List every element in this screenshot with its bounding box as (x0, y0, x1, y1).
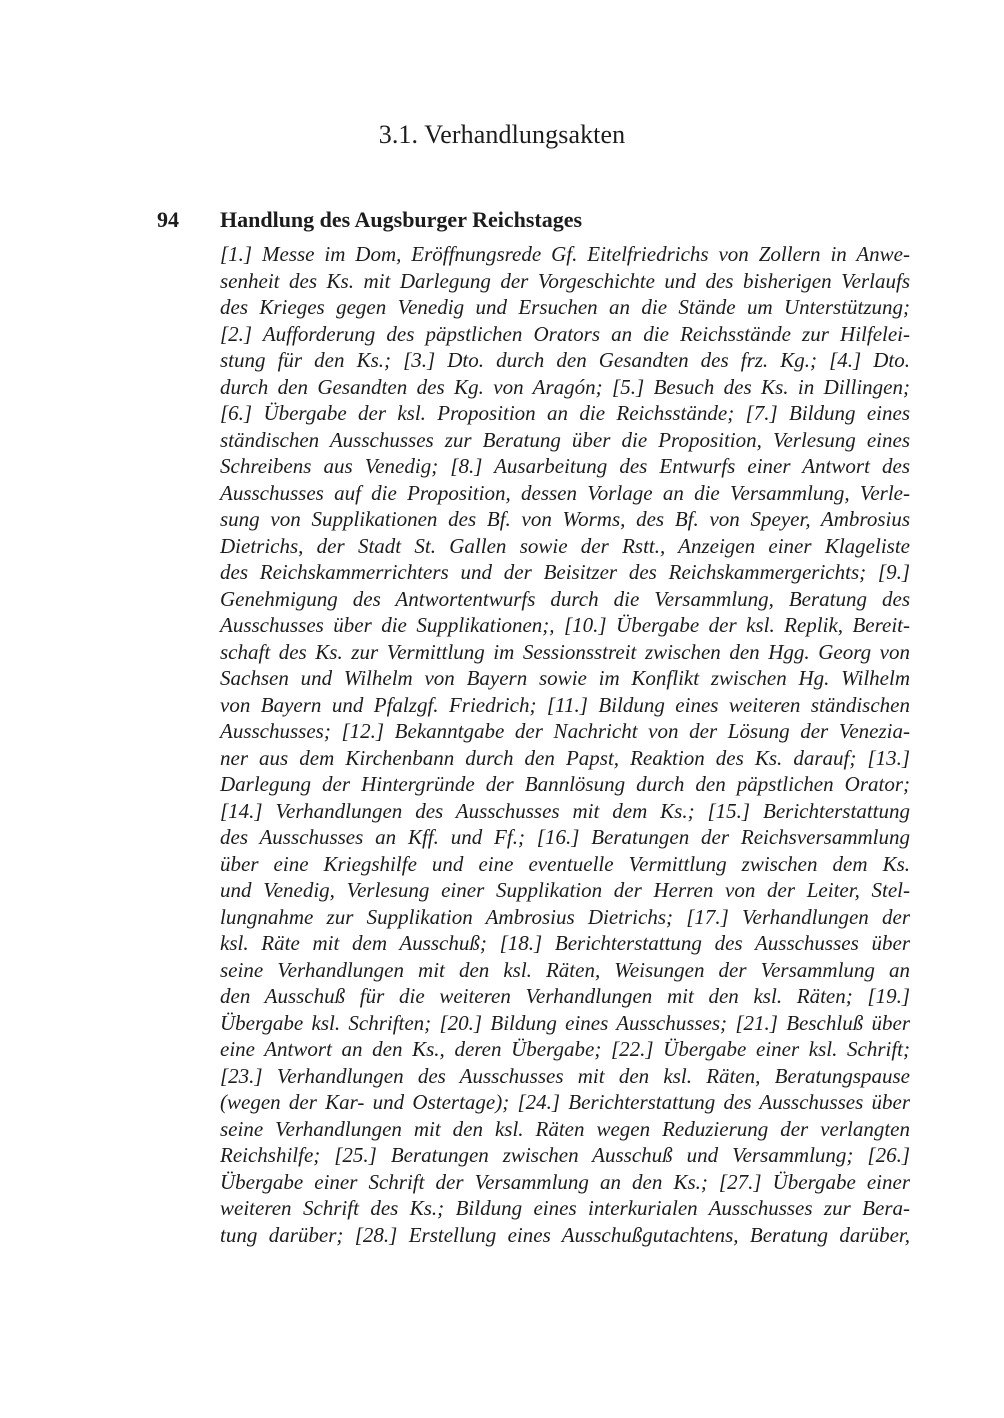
regest-line: seine Verhandlungen mit den ksl. Räten wegen Reduzierung der verlangten (220, 1116, 910, 1141)
regest-line: Ausschusses über die Supplikationen;, [10.] Übergabe der ksl. Replik, Bereit- (220, 613, 910, 637)
regest-line: ksl. Räte mit dem Ausschuß; [18.] Berichterstattung des Ausschusses über (220, 931, 910, 955)
regest-line: senheit des Ks. mit Darlegung der Vorgeschichte und des bisherigen Verlaufs (220, 268, 910, 293)
regest-line: seine Verhandlungen mit den ksl. Räten, Weisungen der Versammlung an (220, 957, 910, 982)
regest-line: ständischen Ausschusses zur Beratung über die Proposition, Verlesung eines (220, 427, 910, 452)
regest-line: den Ausschuß für die weiteren Verhandlungen mit den ksl. Räten; [19.] (220, 984, 910, 1008)
regest-line: des Reichskammerrichters und der Beisitzer des Reichskammergerichts; [9.] (220, 560, 910, 584)
regest-line: Schreibens aus Venedig; [8.] Ausarbeitung des Entwurfs einer Antwort des (220, 454, 910, 478)
regest-line: Reichshilfe; [25.] Beratungen zwischen Ausschuß und Versammlung; [26.] (220, 1143, 910, 1167)
regest-line: tung darüber; [28.] Erstellung eines Ausschußgutachtens, Beratung darüber, (220, 1222, 910, 1247)
regest-line: sung von Supplikationen des Bf. von Worms, des Bf. von Speyer, Ambrosius (220, 507, 910, 531)
regest-line: Ausschusses; [12.] Bekanntgabe der Nachricht von der Lösung der Venezia- (220, 719, 910, 743)
regest-line: [14.] Verhandlungen des Ausschusses mit dem Ks.; [15.] Berichterstattung (220, 798, 910, 823)
regest-line: schaft des Ks. zur Vermittlung im Sessionsstreit zwischen den Hgg. Georg von (220, 639, 910, 664)
regest-line: [2.] Aufforderung des päpstlichen Orators an die Reichsstände zur Hilfelei- (220, 321, 910, 346)
entry-title: Handlung des Augsburger Reichstages (220, 207, 583, 232)
regest-line: des Krieges gegen Venedig und Ersuchen an die Stände um Unterstützung; (220, 295, 910, 319)
regest-text (220, 241, 910, 1248)
regest-line: des Ausschusses an Kff. und Ff.; [16.] Beratungen der Reichsversammlung (220, 825, 910, 849)
regest-line: (wegen der Kar- und Ostertage); [24.] Berichterstattung des Ausschusses über (220, 1090, 910, 1114)
regest-line: stung für den Ks.; [3.] Dto. durch den Gesandten des frz. Kg.; [4.] Dto. (220, 348, 910, 372)
regest-line: von Bayern und Pfalzgf. Friedrich; [11.] Bildung eines weiteren ständischen (220, 692, 910, 717)
entry-number: 94 (157, 207, 179, 232)
regest-line: Ausschusses auf die Proposition, dessen Vorlage an die Versammlung, Verle- (220, 480, 910, 505)
regest-line: und Venedig, Verlesung einer Supplikation der Herren von der Leiter, Stel- (220, 878, 910, 902)
regest-line: Übergabe einer Schrift der Versammlung an den Ks.; [27.] Übergabe einer (220, 1169, 910, 1194)
running-head: 3.1. Verhandlungsakten (378, 120, 626, 149)
regest-line: Dietrichs, der Stadt St. Gallen sowie der Rstt., Anzeigen einer Klageliste (220, 533, 910, 558)
regest-line: ner aus dem Kirchenbann durch den Papst, Reaktion des Ks. darauf; [13.] (220, 745, 910, 770)
regest-line: [1.] Messe im Dom, Eröffnungsrede Gf. Eitelfriedrichs von Zollern in Anwe- (220, 242, 910, 266)
regest-line: lungnahme zur Supplikation Ambrosius Dietrichs; [17.] Verhandlungen der (220, 904, 910, 929)
regest-line: Genehmigung des Antwortentwurfs durch die Versammlung, Beratung des (220, 586, 910, 611)
regest-line: Darlegung der Hintergründe der Bannlösung durch den päpstlichen Orator; (220, 772, 910, 796)
regest-line: Sachsen und Wilhelm von Bayern sowie im Konflikt zwischen Hg. Wilhelm (220, 666, 910, 690)
regest-line: weiteren Schrift des Ks.; Bildung eines interkurialen Ausschusses zur Bera- (220, 1196, 910, 1220)
regest-line: durch den Gesandten des Kg. von Aragón; [5.] Besuch des Ks. in Dillingen; (220, 374, 910, 399)
regest-line: [23.] Verhandlungen des Ausschusses mit den ksl. Räten, Beratungspause (220, 1063, 910, 1088)
regest-line: über eine Kriegshilfe und eine eventuelle Vermittlung zwischen dem Ks. (220, 851, 910, 876)
regest-line: eine Antwort an den Ks., deren Übergabe; [22.] Übergabe einer ksl. Schrift; (220, 1037, 910, 1061)
regest-line: Übergabe ksl. Schriften; [20.] Bildung eines Ausschusses; [21.] Beschluß über (220, 1010, 910, 1035)
regest-line: [6.] Übergabe der ksl. Proposition an die Reichsstände; [7.] Bildung eines (220, 401, 910, 425)
